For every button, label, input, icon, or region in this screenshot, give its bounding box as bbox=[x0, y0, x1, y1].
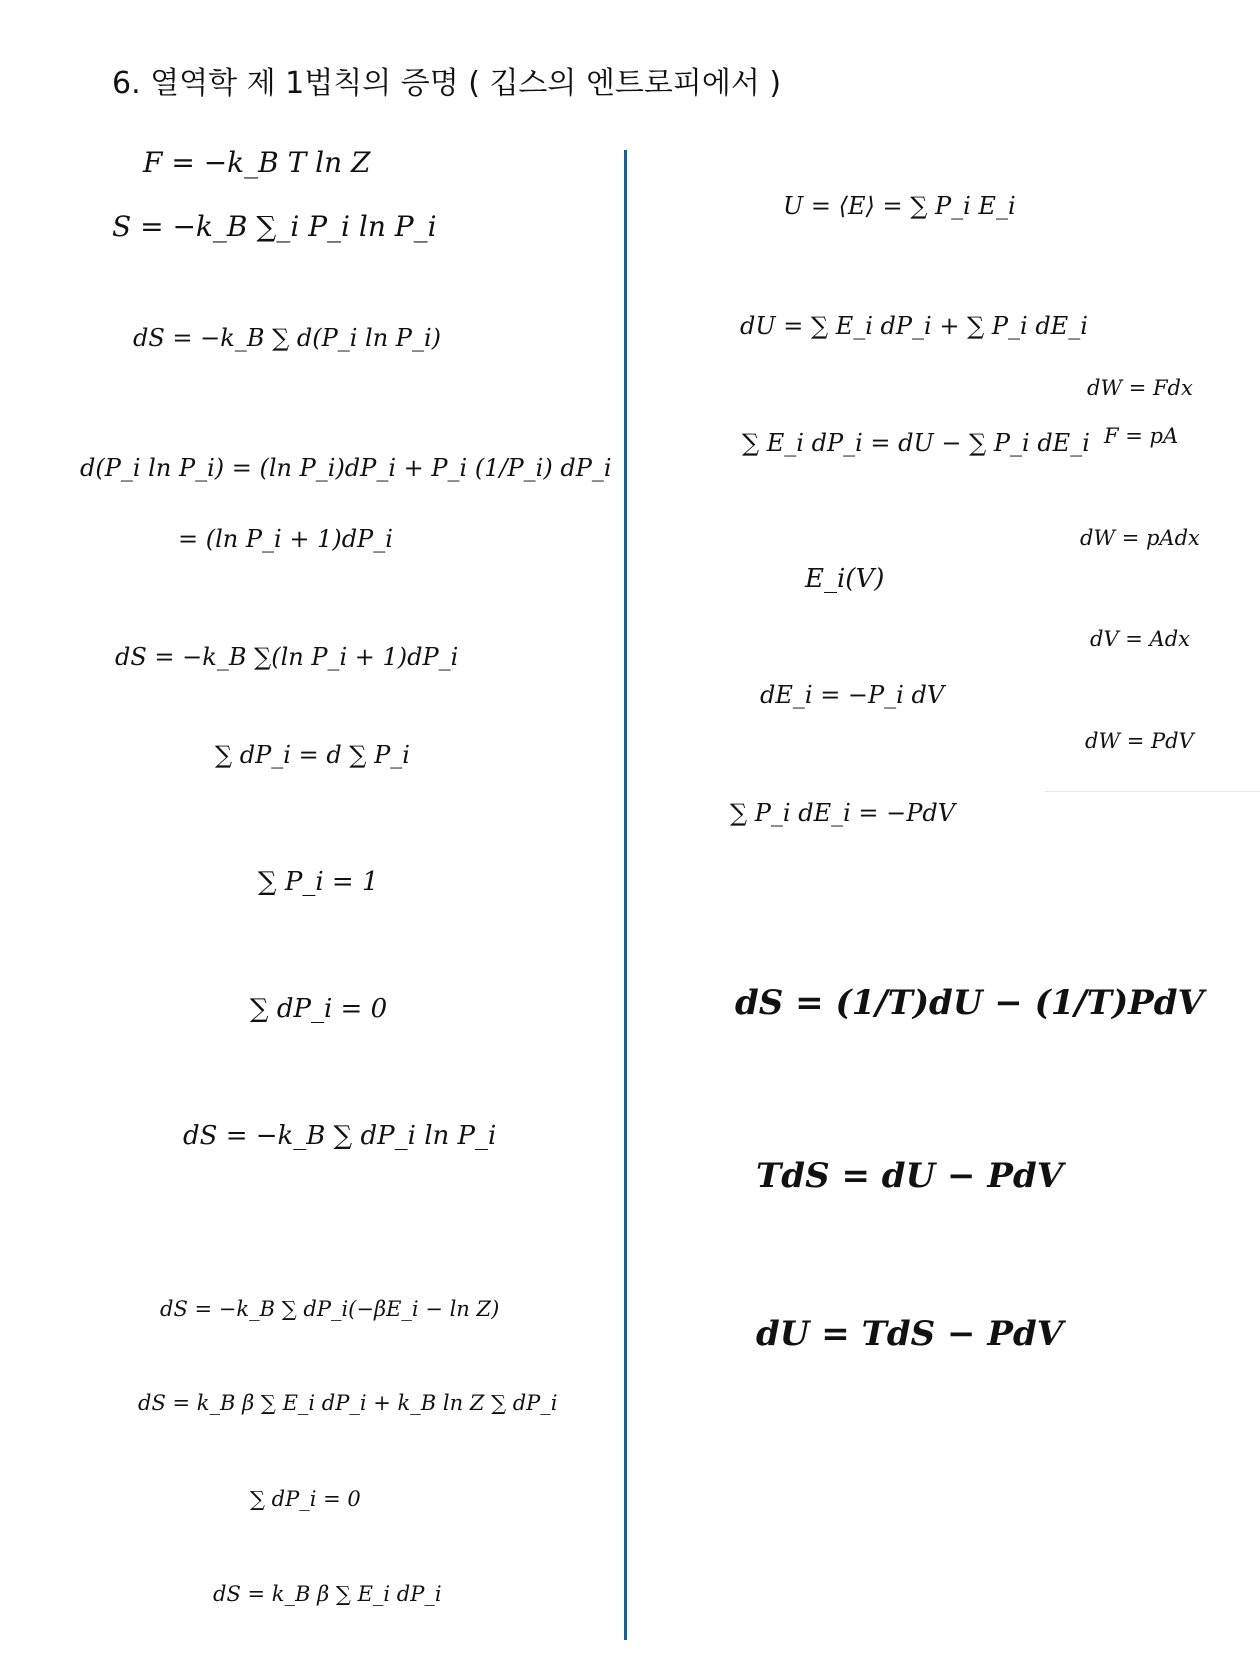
equation-entropy-boltzmann: dS = −k_B ∑ dP_i(−βE_i − ln Z) bbox=[160, 1297, 500, 1321]
equation-heat-term: ∑ E_i dP_i = dU − ∑ P_i dE_i bbox=[742, 429, 1090, 457]
equation-work-pdv: dW = PdV bbox=[1085, 729, 1194, 753]
equation-gibbs-entropy: S = −k_B ∑_i P_i ln P_i bbox=[112, 210, 437, 243]
column-divider bbox=[624, 150, 627, 1640]
equation-sum-differential: ∑ dP_i = d ∑ P_i bbox=[215, 741, 410, 769]
equation-entropy-expanded: dS = k_B β ∑ E_i dP_i + k_B ln Z ∑ dP_i bbox=[138, 1391, 558, 1415]
equation-internal-energy: U = ⟨E⟩ = ∑ P_i E_i bbox=[783, 192, 1016, 220]
equation-sum-dp-zero-2: ∑ dP_i = 0 bbox=[250, 1487, 361, 1511]
equation-first-law: dU = TdS − PdV bbox=[756, 1314, 1064, 1354]
equation-normalization: ∑ P_i = 1 bbox=[258, 867, 379, 897]
equation-entropy-sum: dS = −k_B ∑(ln P_i + 1)dP_i bbox=[115, 643, 459, 671]
equation-volume-change: dV = Adx bbox=[1090, 627, 1191, 651]
equation-force-pressure: F = pA bbox=[1104, 424, 1179, 448]
equation-energy-differential: dU = ∑ E_i dP_i + ∑ P_i dE_i bbox=[740, 312, 1088, 340]
equation-free-energy: F = −k_B T ln Z bbox=[143, 146, 371, 179]
equation-work-pressure-area: dW = pAdx bbox=[1080, 526, 1200, 550]
equation-work-term: ∑ P_i dE_i = −PdV bbox=[730, 799, 956, 827]
equation-entropy-final: dS = k_B β ∑ E_i dP_i bbox=[213, 1582, 442, 1606]
equation-sum-dp-zero: ∑ dP_i = 0 bbox=[250, 994, 388, 1024]
equation-product-rule: d(P_i ln P_i) = (ln P_i)dP_i + P_i (1/P_i) dP_i bbox=[80, 454, 612, 482]
side-panel-edge bbox=[1045, 791, 1260, 792]
equation-energy-level-change: dE_i = −P_i dV bbox=[760, 681, 945, 709]
equation-energy-volume: E_i(V) bbox=[805, 564, 885, 594]
equation-entropy-thermo: dS = (1/T)dU − (1/T)PdV bbox=[735, 983, 1204, 1023]
equation-product-rule-simplified: = (ln P_i + 1)dP_i bbox=[178, 525, 393, 553]
equation-work-force: dW = Fdx bbox=[1087, 376, 1193, 400]
equation-entropy-differential: dS = −k_B ∑ d(P_i ln P_i) bbox=[133, 324, 441, 352]
equation-entropy-dp-ln: dS = −k_B ∑ dP_i ln P_i bbox=[183, 1121, 497, 1151]
equation-tds: TdS = dU − PdV bbox=[756, 1156, 1064, 1196]
page-title: 6. 열역학 제 1법칙의 증명 ( 깁스의 엔트로피에서 ) bbox=[112, 66, 782, 101]
